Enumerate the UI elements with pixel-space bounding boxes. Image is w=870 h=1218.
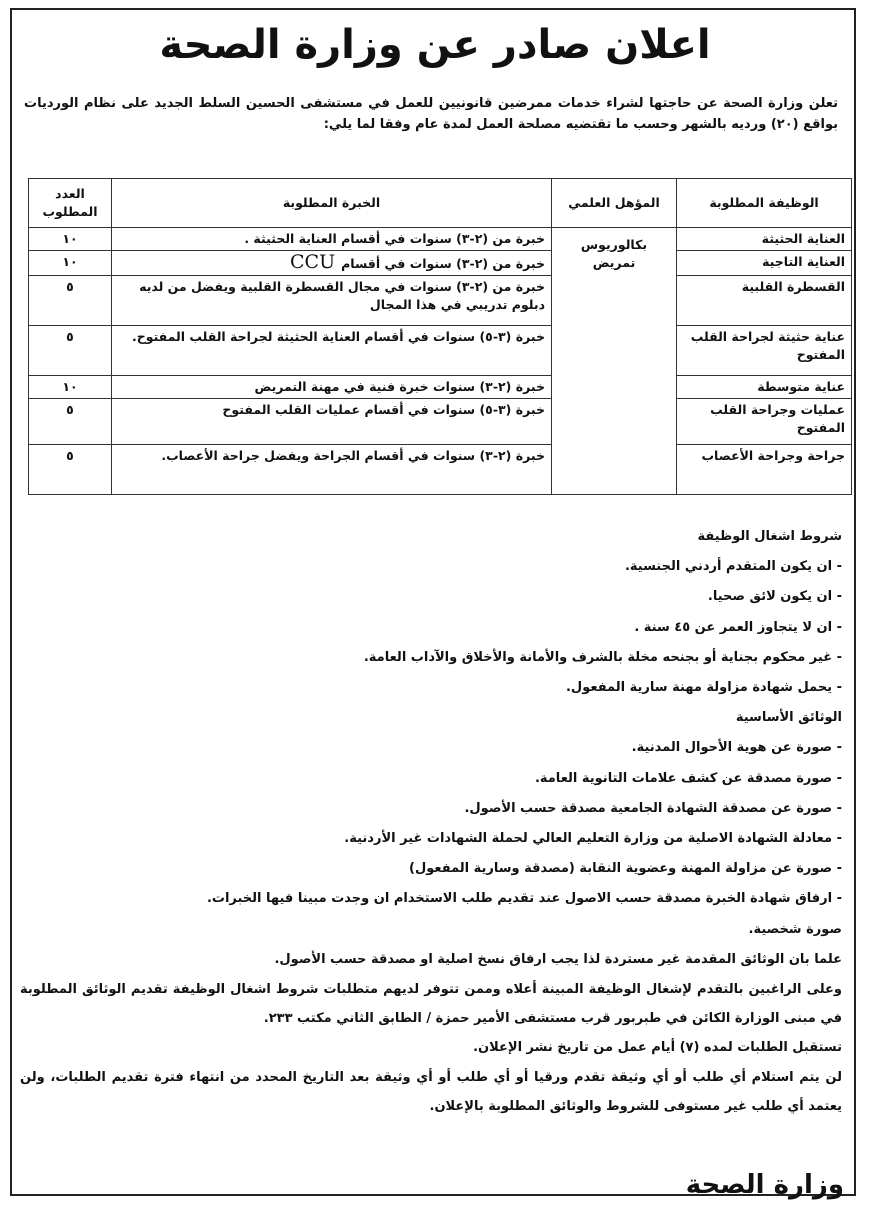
experience: خبرة من (٢-٣) سنوات في أقسام العناية الحثيثة .	[112, 228, 552, 251]
job-title: العناية الحثيثة	[677, 228, 852, 251]
job-title: العناية التاجية	[677, 251, 852, 276]
job-title: القسطرة القلبية	[677, 276, 852, 326]
note-paragraph: علما بان الوثائق المقدمة غير مستردة لذا يجب ارفاق نسخ اصلية او مصدقة حسب الأصول.	[274, 951, 842, 967]
experience: خبرة (٣-٥) سنوات في أقسام العناية الحثيثة لجراحة القلب المفتوح.	[112, 326, 552, 376]
conditions-heading: شروط اشغال الوظيفة	[697, 529, 842, 544]
experience: خبرة (٢-٣) سنوات في أقسام الجراحة ويفضل جراحة الأعصاب.	[112, 445, 552, 495]
job-title: جراحة وجراحة الأعصاب	[677, 445, 852, 495]
table-row	[29, 376, 852, 399]
document-item: - صورة عن مزاولة المهنة وعضوية النقابة (مصدقة وسارية المفعول)	[409, 861, 842, 877]
page-title: اعلان صادر عن وزارة الصحة	[159, 22, 711, 68]
announcement-body	[20, 522, 842, 1121]
ccu-watermark: CCU	[290, 251, 336, 273]
header-experience: الخبرة المطلوبة	[112, 179, 552, 228]
count: ٥	[29, 276, 112, 326]
document-item: - ارفاق شهادة الخبرة مصدقة حسب الاصول عند تقديم طلب الاستخدام ان وجدت مبينا فيها الخبرات.	[206, 891, 842, 907]
header-count: العدد المطلوب	[29, 179, 112, 228]
count: ١٠	[29, 376, 112, 399]
document-item: - صورة مصدقة عن كشف علامات التانوية العامة.	[534, 770, 842, 786]
condition-item: - غير محكوم بجناية أو بجنحه مخلة بالشرف والأمانة والأخلاق والآداب العامة.	[363, 649, 842, 665]
count: ٥	[29, 445, 112, 495]
experience: خبرة (٣-٥) سنوات في أقسام عمليات القلب المفتوح	[112, 399, 552, 445]
condition-item: - ان لا يتجاوز العمر عن ٤٥ سنة .	[634, 619, 842, 635]
ministry-signature: وزارة الصحة	[685, 1170, 844, 1200]
experience: خبرة من (٢-٣) سنوات في أقسام	[341, 256, 545, 271]
job-title: عناية متوسطة	[677, 376, 852, 399]
note-paragraph: لن يتم استلام أي طلب أو أي وثيقة تقدم ورقيا أو أي طلب أو أي وثيقة بعد التاريخ المحدد من انتهاء فترة تقديم الطلبات، ولن يعتمد أي طلب غير مستوفى للشروط والوثائق المطلوبة بالإعلان.	[20, 1070, 842, 1115]
count: ٥	[29, 399, 112, 445]
note-paragraph: وعلى الراغبين بالتقدم لإشغال الوظيفة المبينة أعلاه وممن تتوفر لديهم متطلبات شروط اشغال الوظيفة تقديم الوثائق المطلوبة في مبنى الوزارة الكائن في طبربور قرب مستشفى الأمير حمزة / الطابق الثاني مكتب ٢٣٣.	[20, 982, 842, 1027]
experience-cell	[112, 251, 552, 276]
table-header-row	[29, 179, 852, 228]
jobs-table	[28, 178, 852, 495]
table-row	[29, 251, 852, 276]
document-item: - صورة عن هوية الأحوال المدنية.	[631, 740, 842, 756]
count: ١٠	[29, 251, 112, 276]
experience: خبرة (٢-٣) سنوات خبرة فنية في مهنة التمريض	[112, 376, 552, 399]
note-paragraph: تستقبل الطلبات لمده (٧) أيام عمل من تاريخ نشر الإعلان.	[473, 1040, 842, 1056]
intro-paragraph: تعلن وزارة الصحة عن حاجتها لشراء خدمات ممرضين قانونيين للعمل في مستشفى الحسين السلط الجديد على نظام الورديات بواقع (٢٠) ورديه بالشهر وحسب ما تقتضيه مصلحة العمل لمدة عام وفقا لما يلي:	[24, 96, 838, 132]
condition-item: - يحمل شهادة مزاولة مهنة سارية المفعول.	[565, 680, 842, 696]
count: ١٠	[29, 228, 112, 251]
job-title: عناية حثيثة لجراحة القلب المفتوح	[677, 326, 852, 376]
table-row	[29, 228, 852, 251]
document-item: - معادلة الشهادة الاصلية من وزارة التعليم العالي لحملة الشهادات غير الأردنية.	[344, 831, 842, 847]
table-row	[29, 399, 852, 445]
count: ٥	[29, 326, 112, 376]
document-item: صورة شخصية.	[748, 921, 842, 937]
header-qualification: المؤهل العلمي	[552, 179, 677, 228]
qualification-cell: بكالوريوس تمريض	[552, 228, 677, 495]
document-item: - صورة عن مصدقة الشهادة الجامعية مصدقة حسب الأصول.	[464, 800, 842, 816]
header-job: الوظيفة المطلوبة	[677, 179, 852, 228]
condition-item: - ان يكون المتقدم أردني الجنسية.	[624, 559, 842, 575]
table-row	[29, 276, 852, 326]
condition-item: - ان يكون لائق صحيا.	[707, 589, 842, 605]
table-row	[29, 445, 852, 495]
documents-heading: الوثائق الأساسية	[735, 710, 842, 726]
job-title: عمليات وجراحة القلب المفتوح	[677, 399, 852, 445]
table-row	[29, 326, 852, 376]
experience: خبرة من (٢-٣) سنوات في مجال القسطرة القلبية ويفضل من لديه دبلوم تدريبي في هذا المجال	[112, 276, 552, 326]
